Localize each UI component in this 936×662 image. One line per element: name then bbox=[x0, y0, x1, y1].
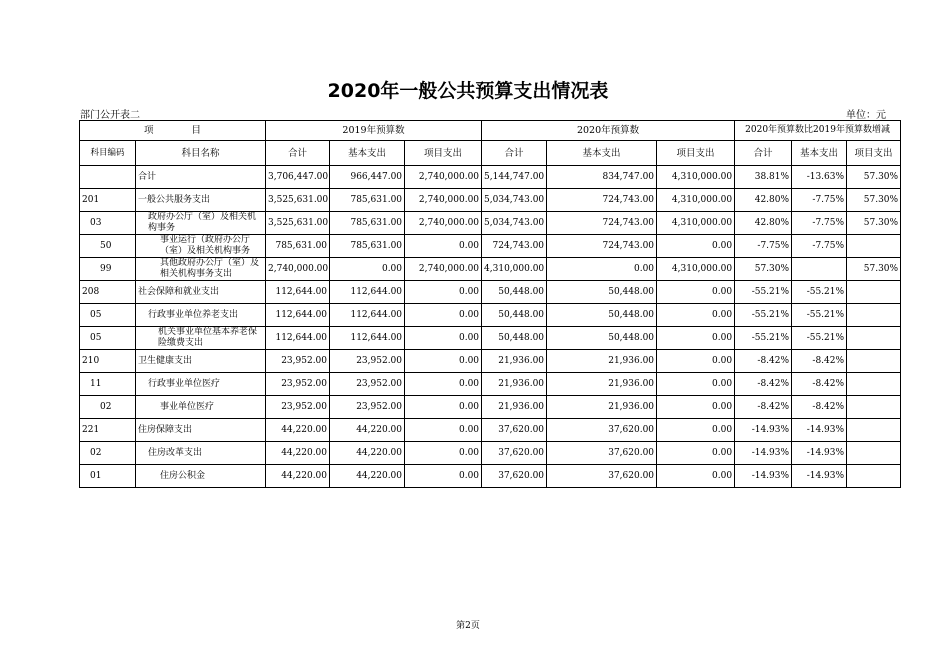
row-change-basic: -8.42% bbox=[792, 373, 847, 396]
row-2020-project: 0.00 bbox=[657, 442, 735, 465]
row-2019-project: 2,740,000.00 bbox=[405, 212, 482, 235]
row-2019-basic: 785,631.00 bbox=[330, 235, 405, 258]
row-code: 05 bbox=[80, 327, 136, 350]
header-name: 科目名称 bbox=[136, 141, 266, 166]
row-change-project: 57.30% bbox=[847, 189, 901, 212]
table-row bbox=[80, 442, 901, 465]
row-code: 11 bbox=[80, 373, 136, 396]
row-change-basic: -55.21% bbox=[792, 327, 847, 350]
row-change-project bbox=[847, 396, 901, 419]
row-change-total: 57.30% bbox=[735, 258, 792, 281]
table-row bbox=[80, 212, 901, 235]
row-change-total: -55.21% bbox=[735, 281, 792, 304]
row-code: 221 bbox=[80, 419, 136, 442]
row-change-project bbox=[847, 373, 901, 396]
row-2019-basic: 44,220.00 bbox=[330, 442, 405, 465]
header-change-total: 合计 bbox=[735, 141, 792, 166]
row-code: 50 bbox=[80, 235, 136, 258]
row-2020-total: 5,034,743.00 bbox=[482, 189, 547, 212]
table-row bbox=[80, 304, 901, 327]
row-name: 行政事业单位养老支出 bbox=[136, 304, 266, 327]
row-change-basic: -8.42% bbox=[792, 350, 847, 373]
row-2020-basic: 724,743.00 bbox=[547, 212, 657, 235]
row-2019-total: 112,644.00 bbox=[266, 281, 330, 304]
row-2020-basic: 21,936.00 bbox=[547, 373, 657, 396]
row-change-project bbox=[847, 281, 901, 304]
row-name: 政府办公厅（室）及相关机构事务 bbox=[136, 212, 266, 235]
header-change: 2020年预算数比2019年预算数增减 bbox=[735, 121, 901, 141]
row-2020-total: 21,936.00 bbox=[482, 396, 547, 419]
page-title: 2020年一般公共预算支出情况表 bbox=[327, 80, 609, 102]
row-2019-project: 0.00 bbox=[405, 281, 482, 304]
row-2020-basic: 724,743.00 bbox=[547, 235, 657, 258]
table-row bbox=[80, 189, 901, 212]
row-2020-project: 0.00 bbox=[657, 281, 735, 304]
row-code: 99 bbox=[80, 258, 136, 281]
row-2019-project: 0.00 bbox=[405, 396, 482, 419]
row-2020-project: 0.00 bbox=[657, 235, 735, 258]
row-2019-total: 23,952.00 bbox=[266, 396, 330, 419]
row-2020-project: 0.00 bbox=[657, 350, 735, 373]
budget-table bbox=[79, 120, 901, 488]
row-2020-project: 0.00 bbox=[657, 373, 735, 396]
row-change-basic: -14.93% bbox=[792, 465, 847, 488]
row-change-total: -55.21% bbox=[735, 304, 792, 327]
row-change-project: 57.30% bbox=[847, 212, 901, 235]
row-code: 01 bbox=[80, 465, 136, 488]
page-number: 第2页 bbox=[456, 621, 480, 631]
row-2020-total: 37,620.00 bbox=[482, 419, 547, 442]
row-2019-basic: 23,952.00 bbox=[330, 396, 405, 419]
row-2019-basic: 112,644.00 bbox=[330, 304, 405, 327]
row-change-total: -55.21% bbox=[735, 327, 792, 350]
row-change-total: -8.42% bbox=[735, 396, 792, 419]
row-2020-basic: 834,747.00 bbox=[547, 166, 657, 189]
row-name: 合计 bbox=[136, 166, 266, 189]
row-2020-total: 724,743.00 bbox=[482, 235, 547, 258]
row-change-basic: -7.75% bbox=[792, 189, 847, 212]
row-2019-total: 3,525,631.00 bbox=[266, 189, 330, 212]
row-name: 住房保障支出 bbox=[136, 419, 266, 442]
table-row bbox=[80, 419, 901, 442]
row-code: 210 bbox=[80, 350, 136, 373]
table-row bbox=[80, 396, 901, 419]
row-2019-total: 112,644.00 bbox=[266, 327, 330, 350]
row-2020-project: 4,310,000.00 bbox=[657, 212, 735, 235]
header-item: 项 目 bbox=[80, 121, 266, 141]
row-2020-project: 0.00 bbox=[657, 465, 735, 488]
row-2019-project: 2,740,000.00 bbox=[405, 258, 482, 281]
header-2019-project: 项目支出 bbox=[405, 141, 482, 166]
row-name: 一般公共服务支出 bbox=[136, 189, 266, 212]
row-2020-project: 0.00 bbox=[657, 419, 735, 442]
row-2019-project: 2,740,000.00 bbox=[405, 166, 482, 189]
row-change-basic: -7.75% bbox=[792, 212, 847, 235]
row-change-total: -8.42% bbox=[735, 350, 792, 373]
row-change-total: -14.93% bbox=[735, 419, 792, 442]
row-change-basic: -8.42% bbox=[792, 396, 847, 419]
row-code: 03 bbox=[80, 212, 136, 235]
row-2020-total: 37,620.00 bbox=[482, 442, 547, 465]
table-row bbox=[80, 258, 901, 281]
row-2020-basic: 724,743.00 bbox=[547, 189, 657, 212]
row-name: 机关事业单位基本养老保险缴费支出 bbox=[136, 327, 266, 350]
row-code: 208 bbox=[80, 281, 136, 304]
row-2019-basic: 23,952.00 bbox=[330, 350, 405, 373]
header-2020: 2020年预算数 bbox=[482, 121, 735, 141]
row-name: 住房改革支出 bbox=[136, 442, 266, 465]
row-code: 02 bbox=[80, 442, 136, 465]
row-change-total: 42.80% bbox=[735, 189, 792, 212]
row-2020-basic: 37,620.00 bbox=[547, 419, 657, 442]
row-change-basic: -14.93% bbox=[792, 419, 847, 442]
row-2019-project: 0.00 bbox=[405, 327, 482, 350]
table-row bbox=[80, 350, 901, 373]
row-name: 事业运行（政府办公厅（室）及相关机构事务 bbox=[136, 235, 266, 258]
header-code: 科目编码 bbox=[80, 141, 136, 166]
row-change-basic: -13.63% bbox=[792, 166, 847, 189]
row-change-basic: -14.93% bbox=[792, 442, 847, 465]
row-2019-total: 112,644.00 bbox=[266, 304, 330, 327]
row-2020-total: 37,620.00 bbox=[482, 465, 547, 488]
row-name: 其他政府办公厅（室）及相关机构事务支出 bbox=[136, 258, 266, 281]
table-row bbox=[80, 235, 901, 258]
row-2019-total: 23,952.00 bbox=[266, 373, 330, 396]
header-row-2 bbox=[80, 141, 901, 166]
row-code: 05 bbox=[80, 304, 136, 327]
row-change-basic: -55.21% bbox=[792, 304, 847, 327]
row-2019-basic: 0.00 bbox=[330, 258, 405, 281]
row-2019-basic: 785,631.00 bbox=[330, 212, 405, 235]
row-name: 卫生健康支出 bbox=[136, 350, 266, 373]
header-row-1 bbox=[80, 121, 901, 141]
row-change-total: -8.42% bbox=[735, 373, 792, 396]
row-change-project bbox=[847, 465, 901, 488]
row-2020-basic: 21,936.00 bbox=[547, 350, 657, 373]
row-change-project bbox=[847, 327, 901, 350]
row-2019-total: 785,631.00 bbox=[266, 235, 330, 258]
header-change-project: 项目支出 bbox=[847, 141, 901, 166]
table-row bbox=[80, 373, 901, 396]
table-row bbox=[80, 166, 901, 189]
row-change-total: -7.75% bbox=[735, 235, 792, 258]
row-2020-basic: 50,448.00 bbox=[547, 281, 657, 304]
table-row bbox=[80, 281, 901, 304]
row-code: 02 bbox=[80, 396, 136, 419]
row-2019-project: 0.00 bbox=[405, 235, 482, 258]
row-code bbox=[80, 166, 136, 189]
header-2020-basic: 基本支出 bbox=[547, 141, 657, 166]
row-name: 社会保障和就业支出 bbox=[136, 281, 266, 304]
row-2020-project: 4,310,000.00 bbox=[657, 189, 735, 212]
row-change-project bbox=[847, 419, 901, 442]
row-2019-project: 0.00 bbox=[405, 419, 482, 442]
row-change-project bbox=[847, 442, 901, 465]
row-change-total: -14.93% bbox=[735, 442, 792, 465]
row-2019-total: 3,525,631.00 bbox=[266, 212, 330, 235]
row-2019-project: 0.00 bbox=[405, 442, 482, 465]
row-2020-basic: 50,448.00 bbox=[547, 304, 657, 327]
row-2020-basic: 0.00 bbox=[547, 258, 657, 281]
row-2020-project: 0.00 bbox=[657, 327, 735, 350]
row-2020-project: 4,310,000.00 bbox=[657, 258, 735, 281]
row-2019-total: 44,220.00 bbox=[266, 419, 330, 442]
row-2020-total: 5,144,747.00 bbox=[482, 166, 547, 189]
header-2020-total: 合计 bbox=[482, 141, 547, 166]
header-2019-basic: 基本支出 bbox=[330, 141, 405, 166]
row-2019-basic: 44,220.00 bbox=[330, 465, 405, 488]
row-2019-basic: 785,631.00 bbox=[330, 189, 405, 212]
row-2019-project: 0.00 bbox=[405, 373, 482, 396]
row-2020-project: 0.00 bbox=[657, 304, 735, 327]
table-row bbox=[80, 465, 901, 488]
row-2019-project: 0.00 bbox=[405, 465, 482, 488]
header-2020-project: 项目支出 bbox=[657, 141, 735, 166]
row-2020-project: 0.00 bbox=[657, 396, 735, 419]
row-2020-total: 50,448.00 bbox=[482, 281, 547, 304]
row-2020-total: 5,034,743.00 bbox=[482, 212, 547, 235]
header-change-basic: 基本支出 bbox=[792, 141, 847, 166]
row-2020-project: 4,310,000.00 bbox=[657, 166, 735, 189]
row-2019-project: 0.00 bbox=[405, 304, 482, 327]
row-2019-project: 2,740,000.00 bbox=[405, 189, 482, 212]
row-change-basic: -55.21% bbox=[792, 281, 847, 304]
header-2019-total: 合计 bbox=[266, 141, 330, 166]
row-change-project: 57.30% bbox=[847, 166, 901, 189]
row-change-basic: -7.75% bbox=[792, 235, 847, 258]
header-2019: 2019年预算数 bbox=[266, 121, 482, 141]
row-2020-total: 50,448.00 bbox=[482, 304, 547, 327]
row-2020-total: 21,936.00 bbox=[482, 373, 547, 396]
row-2019-basic: 966,447.00 bbox=[330, 166, 405, 189]
row-2019-basic: 112,644.00 bbox=[330, 327, 405, 350]
row-code: 201 bbox=[80, 189, 136, 212]
row-2020-total: 21,936.00 bbox=[482, 350, 547, 373]
row-2019-project: 0.00 bbox=[405, 350, 482, 373]
row-2020-basic: 37,620.00 bbox=[547, 442, 657, 465]
department-label: 部门公开表二 bbox=[80, 110, 140, 121]
row-change-total: 42.80% bbox=[735, 212, 792, 235]
row-2020-basic: 50,448.00 bbox=[547, 327, 657, 350]
row-change-project: 57.30% bbox=[847, 258, 901, 281]
row-2020-total: 4,310,000.00 bbox=[482, 258, 547, 281]
row-2019-total: 23,952.00 bbox=[266, 350, 330, 373]
row-2020-basic: 21,936.00 bbox=[547, 396, 657, 419]
row-2020-total: 50,448.00 bbox=[482, 327, 547, 350]
row-change-total: 38.81% bbox=[735, 166, 792, 189]
row-2019-total: 2,740,000.00 bbox=[266, 258, 330, 281]
unit-label: 单位：元 bbox=[846, 110, 886, 121]
row-change-project bbox=[847, 235, 901, 258]
row-change-basic bbox=[792, 258, 847, 281]
row-2020-basic: 37,620.00 bbox=[547, 465, 657, 488]
row-name: 事业单位医疗 bbox=[136, 396, 266, 419]
row-name: 住房公积金 bbox=[136, 465, 266, 488]
row-change-total: -14.93% bbox=[735, 465, 792, 488]
row-2019-basic: 23,952.00 bbox=[330, 373, 405, 396]
row-2019-basic: 112,644.00 bbox=[330, 281, 405, 304]
table-row bbox=[80, 327, 901, 350]
row-2019-total: 44,220.00 bbox=[266, 442, 330, 465]
row-2019-basic: 44,220.00 bbox=[330, 419, 405, 442]
row-2019-total: 44,220.00 bbox=[266, 465, 330, 488]
row-change-project bbox=[847, 304, 901, 327]
row-name: 行政事业单位医疗 bbox=[136, 373, 266, 396]
row-change-project bbox=[847, 350, 901, 373]
row-2019-total: 3,706,447.00 bbox=[266, 166, 330, 189]
